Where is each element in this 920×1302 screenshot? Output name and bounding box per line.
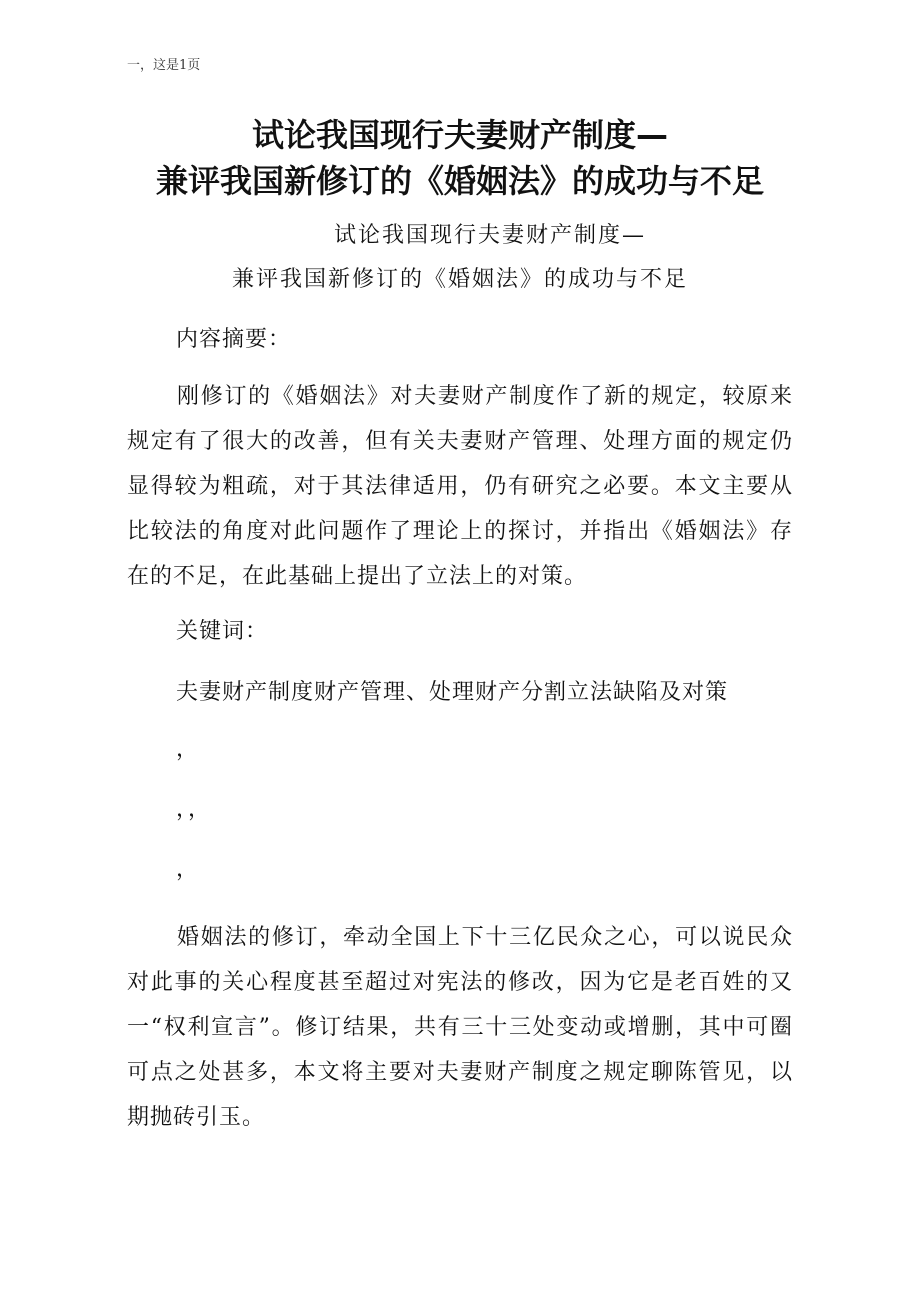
keywords-separator-3: ， — [176, 857, 200, 882]
subtitle-line-1: 试论我国现行夫妻财产制度— — [333, 223, 646, 248]
keywords-separator-2: ，， — [176, 797, 212, 822]
keywords-value: 夫妻财产制度财产管理、处理财产分割立法缺陷及对策 — [176, 680, 729, 705]
page-header-label: 一，这是1页 — [127, 58, 201, 73]
subtitle-line-2: 兼评我国新修订的《婚姻法》的成功与不足 — [231, 267, 688, 292]
abstract-body: 刚修订的《婚姻法》对夫妻财产制度作了新的规定，较原来规定有了很大的改善，但有关夫妻财产管理、处理方面的规定仍显得较为粗疏，对于其法律适用，仍有研究之必要。本文主要从比较法的角度对此问题作了理论上的探讨，并指出《婚姻法》存在的不足，在此基础上提出了立法上的对策。 — [127, 384, 793, 589]
keywords-heading: 关键词： — [176, 619, 269, 644]
abstract-heading: 内容摘要： — [176, 327, 292, 352]
main-title-line-2: 兼评我国新修订的《婚姻法》的成功与不足 — [155, 162, 764, 200]
intro-paragraph: 婚姻法的修订，牵动全国上下十三亿民众之心，可以说民众对此事的关心程度甚至超过对宪法的修改，因为它是老百姓的又一“权利宣言”。修订结果，共有三十三处变动或增删，其中可圈可点之处甚多，本文将主要对夫妻财产制度之规定聊陈管见，以期抛砖引玉。 — [127, 925, 793, 1130]
keywords-separator-1: ， — [176, 737, 200, 762]
main-title-line-1: 试论我国现行夫妻财产制度— — [251, 116, 668, 154]
